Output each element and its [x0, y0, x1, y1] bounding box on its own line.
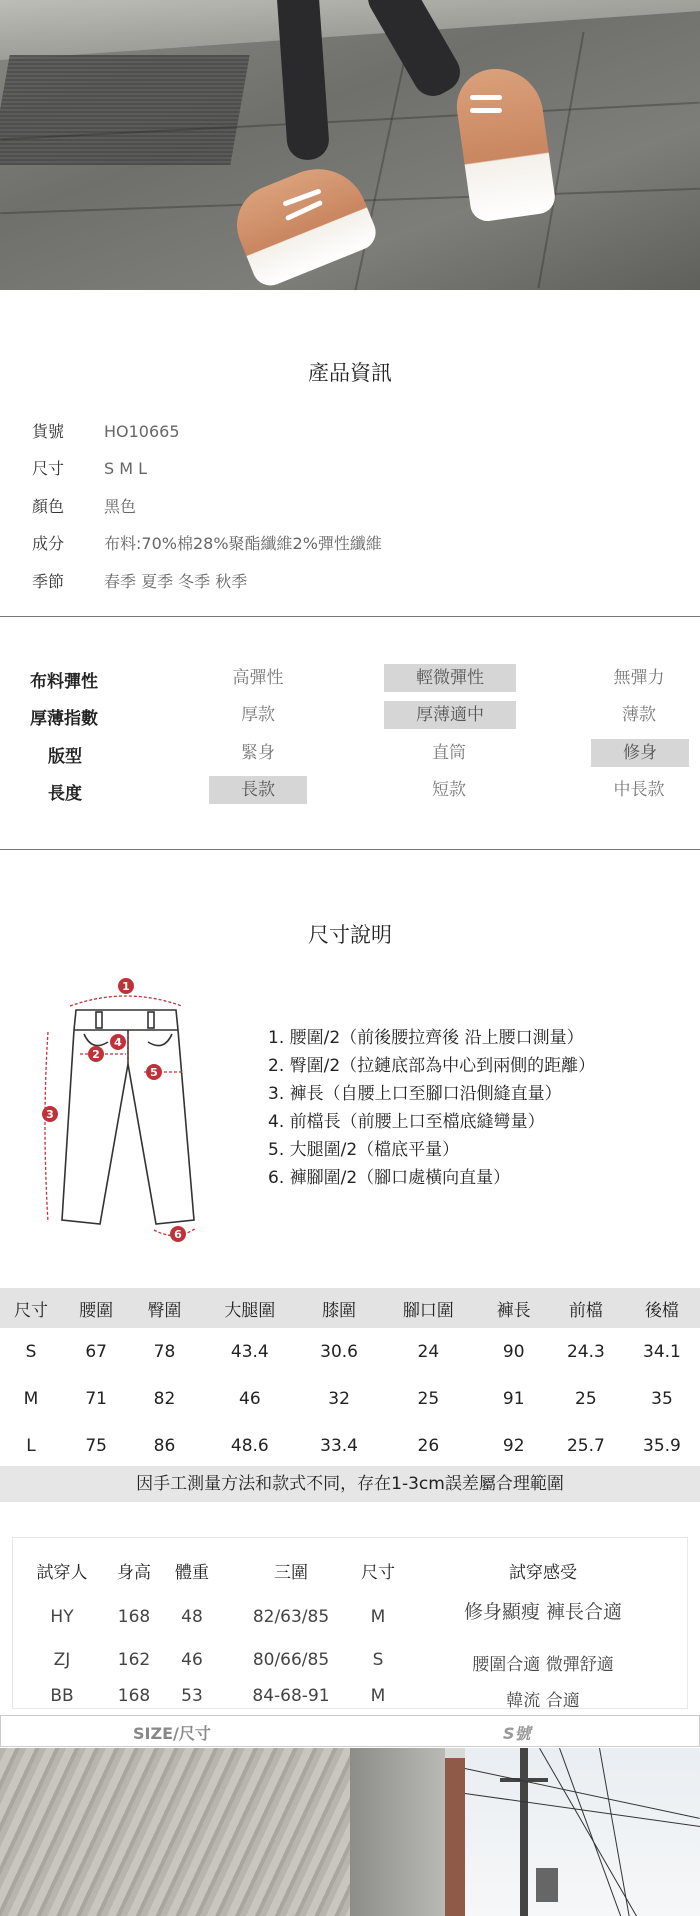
info-row-color [32, 494, 136, 518]
measurement-note: 因手工測量方法和款式不同，存在1-3cm誤差屬合理範圍 [0, 1466, 700, 1502]
size-col-header: 腳口圍 [377, 1288, 479, 1328]
attr-option: 厚款 [241, 705, 275, 725]
size-cell: 25 [417, 1388, 440, 1409]
model-cell: 53 [181, 1686, 203, 1706]
attr-label: 長度 [48, 784, 82, 804]
info-row-material [32, 531, 382, 555]
size-cell: 91 [502, 1388, 525, 1409]
attr-option: 無彈力 [613, 668, 665, 688]
attr-label: 厚薄指數 [30, 709, 98, 729]
info-row-season [32, 569, 247, 593]
size-cell: 32 [328, 1388, 350, 1409]
size-cell: 24.3 [566, 1341, 605, 1362]
info-value: 黑色 [104, 497, 137, 516]
pants-outline-icon [36, 972, 216, 1242]
product-photo-shoes [0, 0, 700, 290]
size-col-header: 前檔 [548, 1288, 624, 1328]
measure-legend-item: 6. 褲腳圍/2（腳口處橫向直量） [268, 1168, 511, 1188]
attr-row-thickness [0, 701, 700, 729]
info-label: 成分 [32, 534, 65, 553]
size-value: S號 [503, 1724, 531, 1743]
model-col-header: 三圍 [274, 1563, 308, 1583]
attr-row-length [0, 776, 700, 804]
measure-legend-item: 2. 臀圍/2（拉鏈底部為中心到兩側的距離） [268, 1056, 596, 1076]
model-cell: 82/63/85 [252, 1607, 330, 1627]
attr-row-fit [0, 739, 700, 767]
info-value: HO10665 [104, 422, 180, 441]
model-cell: 162 [117, 1650, 151, 1670]
attr-option: 高彈性 [232, 668, 284, 688]
model-col-header: 試穿人 [36, 1563, 88, 1583]
size-cell: 78 [153, 1341, 176, 1362]
marker-label: 6 [174, 1228, 182, 1241]
size-col-header: 臀圍 [130, 1288, 198, 1328]
table-row [0, 1328, 700, 1375]
attr-label: 版型 [48, 747, 82, 767]
measure-legend-item: 1. 腰圍/2（前後腰拉齊後 沿上腰口測量） [268, 1028, 584, 1048]
divider [0, 616, 700, 617]
attr-option: 短款 [432, 780, 466, 800]
attr-option-selected: 輕微彈性 [384, 664, 516, 692]
size-col-header: 後檔 [624, 1288, 700, 1328]
attr-option-selected: 厚薄適中 [384, 701, 516, 729]
size-cell: 90 [502, 1341, 525, 1362]
marker-label: 5 [150, 1066, 158, 1079]
size-cell: 75 [85, 1435, 107, 1456]
size-cell: 86 [153, 1435, 176, 1456]
attr-option-selected: 長款 [209, 776, 307, 804]
model-cell: 84-68-91 [252, 1686, 330, 1706]
model-cell: 46 [181, 1650, 203, 1670]
attr-option: 薄款 [622, 705, 656, 725]
size-cell: 30.6 [320, 1341, 358, 1362]
table-row [0, 1422, 700, 1469]
size-cell: 67 [85, 1341, 107, 1362]
info-label: 季節 [32, 572, 65, 591]
size-cell: M [23, 1388, 39, 1409]
attr-option: 中長款 [613, 780, 665, 800]
pants-measure-diagram [36, 972, 216, 1242]
size-cell: 25.7 [566, 1435, 605, 1456]
marker-label: 2 [92, 1048, 100, 1061]
model-cell: ZJ [53, 1650, 71, 1670]
model-col-header: 試穿感受 [509, 1563, 577, 1583]
info-value: 春季 夏季 冬季 秋季 [104, 572, 248, 591]
model-cell: 168 [117, 1686, 151, 1706]
size-table [0, 1288, 700, 1469]
model-cell: 腰圍合適 微彈舒適 [472, 1655, 614, 1675]
size-table-header [0, 1288, 700, 1328]
model-cell: 韓流 合適 [506, 1691, 580, 1711]
size-col-header: 膝圍 [301, 1288, 377, 1328]
model-cell: M [370, 1686, 386, 1706]
size-cell: 71 [85, 1388, 107, 1409]
attr-option: 直筒 [432, 743, 466, 763]
attr-option: 緊身 [241, 743, 275, 763]
info-row-size [32, 456, 147, 480]
size-cell: 43.4 [230, 1341, 269, 1362]
info-label: 顏色 [32, 497, 65, 516]
size-guide-title: 尺寸說明 [308, 923, 392, 947]
model-col-header: 身高 [117, 1563, 151, 1583]
model-cell: M [370, 1607, 386, 1627]
info-value: 布料:70%棉28%聚酯纖維2%彈性纖維 [104, 534, 382, 553]
size-col-header: 腰圍 [62, 1288, 130, 1328]
marker-label: 3 [46, 1108, 54, 1121]
size-cell: 48.6 [230, 1435, 269, 1456]
marker-label: 1 [122, 980, 130, 993]
size-col-header: 尺寸 [0, 1288, 62, 1328]
product-info-title: 產品資訊 [308, 361, 392, 385]
size-cell: 26 [417, 1435, 440, 1456]
measure-legend-item: 3. 褲長（自腰上口至腳口沿側縫直量） [268, 1084, 562, 1104]
model-col-header: 體重 [175, 1563, 209, 1583]
size-cell: 24 [417, 1341, 440, 1362]
size-cell: 46 [239, 1388, 261, 1409]
model-cell: 修身顯瘦 褲長合適 [463, 1601, 623, 1623]
attr-label: 布料彈性 [30, 672, 98, 692]
size-cell: 34.1 [643, 1341, 681, 1362]
size-col-header: 褲長 [480, 1288, 548, 1328]
model-cell: HY [50, 1607, 74, 1627]
product-photo-street [0, 1748, 700, 1916]
model-cell: BB [50, 1686, 74, 1706]
size-cell: S [25, 1341, 37, 1362]
size-footer-bar [0, 1715, 700, 1747]
divider [0, 849, 700, 850]
size-cell: L [26, 1435, 36, 1456]
size-col-header: 大腿圍 [199, 1288, 301, 1328]
model-cell: 168 [117, 1607, 151, 1627]
size-cell: 82 [153, 1388, 176, 1409]
info-label: 尺寸 [32, 459, 65, 478]
size-cell: 25 [575, 1388, 597, 1409]
size-cell: 35 [651, 1388, 673, 1409]
size-label: SIZE/尺寸 [133, 1724, 211, 1743]
measure-legend-item: 4. 前檔長（前腰上口至檔底縫彎量） [268, 1112, 545, 1132]
attr-row-elasticity [0, 664, 700, 692]
table-row [0, 1375, 700, 1422]
size-cell: 33.4 [320, 1435, 358, 1456]
model-col-header: 尺寸 [361, 1563, 395, 1583]
marker-label: 4 [114, 1036, 122, 1049]
info-label: 貨號 [32, 422, 65, 441]
attr-option-selected: 修身 [591, 739, 689, 767]
model-cell: 48 [181, 1607, 203, 1627]
info-row-sku [32, 419, 180, 443]
model-fit-table [12, 1537, 688, 1709]
measure-legend-item: 5. 大腿圍/2（檔底平量） [268, 1140, 460, 1160]
info-value: S M L [104, 459, 148, 478]
model-cell: 80/66/85 [252, 1650, 330, 1670]
size-cell: 92 [502, 1435, 525, 1456]
model-cell: S [372, 1650, 384, 1670]
size-cell: 35.9 [643, 1435, 681, 1456]
